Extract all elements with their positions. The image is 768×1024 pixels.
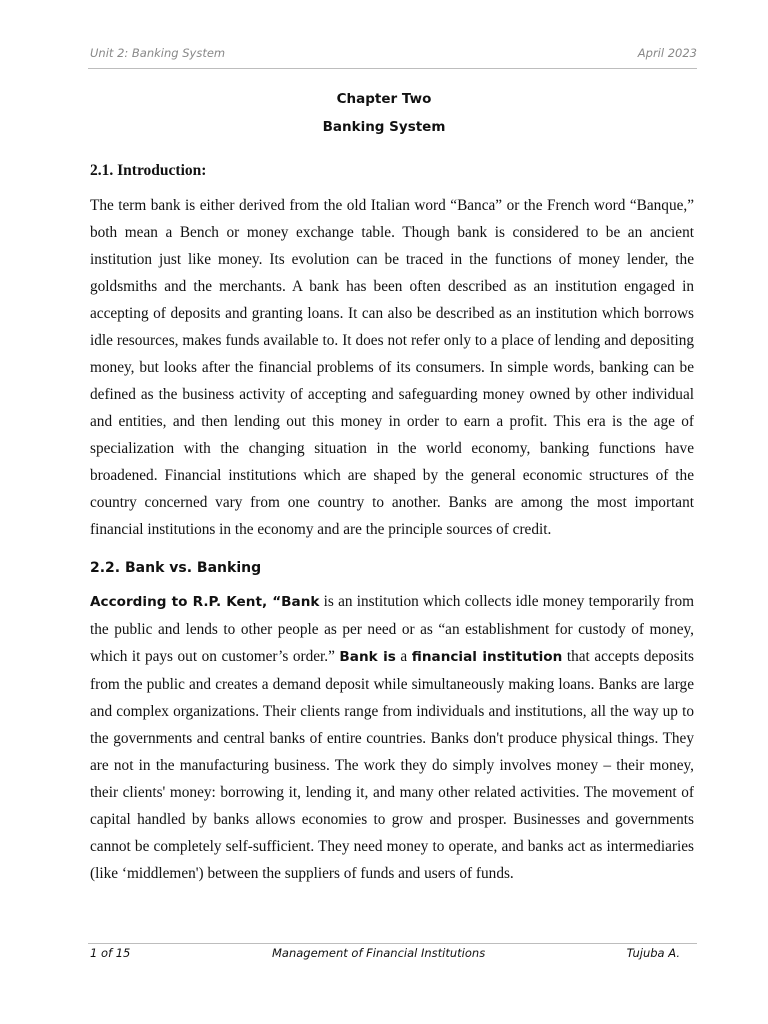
footer-divider xyxy=(88,943,697,944)
section-heading-bank-vs-banking xyxy=(90,560,261,576)
bank-description-text: that accepts deposits from the public and creates a demand deposit while simultaneously making loans. Banks are large and complex organizations. Their clients range from individuals and institutions, all the way up to the governments and central banks of entire countries. Banks don't produce physical things. They are not in the manufacturing business. The work they do simply involves money – their money, their clients' money: borrowing it, lending it, and many other related activities. The movement of capital handled by banks allows economies to grow and prosper. Businesses and governments cannot be completely self-sufficient. They need money to operate, and banks act as intermediaries (like ‘middlemen') between the suppliers of funds and users of funds. xyxy=(90,648,695,882)
page-header xyxy=(90,46,697,62)
kent-citation: According to R.P. Kent, “Bank xyxy=(90,594,320,610)
header-date: April 2023 xyxy=(637,46,697,60)
a-word: a xyxy=(395,648,412,665)
chapter-number: Chapter Two xyxy=(336,91,432,107)
financial-institution-term: financial institution xyxy=(411,649,563,665)
bank-term: Bank xyxy=(339,649,378,665)
header-unit-title: Unit 2: Banking System xyxy=(90,46,226,60)
course-title: Management of Financial Institutions xyxy=(272,946,486,960)
section-heading-introduction: 2.1. Introduction: xyxy=(90,162,207,179)
section-number: 2.2. xyxy=(90,560,121,576)
is-word: is xyxy=(377,649,396,665)
author-name: Tujuba A. xyxy=(626,946,680,960)
header-divider xyxy=(88,68,697,69)
introduction-paragraph: The term bank is either derived from the old Italian word “Banca” or the French word “Banque,” both mean a Bench or money exchange table. Though bank is considered to be an ancient institution just like money. Its evolution can be traced in the functions of money lender, the goldsmiths and the merchants. A bank has been often described as an institution engaged in accepting of deposits and granting loans. It can also be described as an institution which borrows idle resources, makes funds available to. It does not refer only to a place of lending and depositing money, but looks after the financial problems of its consumers. In simple words, banking can be defined as the business activity of accepting and safeguarding money owned by other individual and entities, and then lending out this money in order to earn a profit. This era is the age of specialization with the changing situation in the world economy, banking functions have broadened. Financial institutions which are shaped by the general economic structures of the country concerned vary from one country to another. Banks are among the most important financial institutions in the economy and are the principle sources of credit. xyxy=(90,197,694,538)
bank-definition-paragraph xyxy=(90,588,694,887)
chapter-title: Banking System xyxy=(322,119,446,135)
page-footer xyxy=(90,946,680,962)
page-number: 1 of 15 xyxy=(90,946,131,960)
section-title: Bank vs. Banking xyxy=(125,560,262,576)
kent-definition-text: is an institution which collects idle money temporarily from the public and lends to other people as per need or as “an establishment for custody of money, which it pays out on customer’s order.” xyxy=(90,593,694,665)
